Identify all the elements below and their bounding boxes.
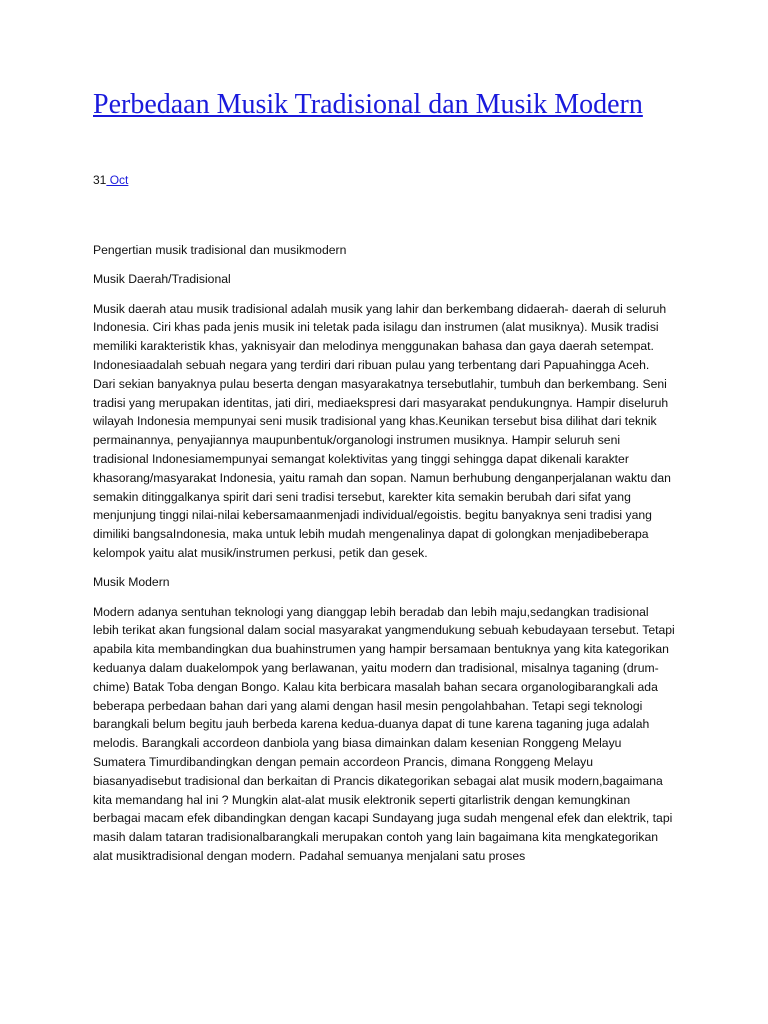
paragraph-modern: Modern adanya sentuhan teknologi yang dianggap lebih beradab dan lebih maju,sedangkan tradisional lebih terikat akan fungsional dalam social masyarakat yangmendukung sebuah kebudayaan tersebut. Tetapi apabila kita membandingkan dua buahinstrumen yang hampir bersamaan bentuknya yang kita kategorikan keduanya dalam duakelompok yang berlawanan, yaitu modern dan tradisional, misalnya taganing (drum-chime) Batak Toba dengan Bongo. Kalau kita berbicara masalah bahan secara organologibarangkali ada beberapa perbedaan bahan dari yang alami dengan hasil mesin pengolahbahan. Tetapi segi teknologi barangkali belum begitu jauh berbeda karena kedua-duanya dapat di tune karena taganing juga adalah melodis. Barangkali accordeon danbiola yang biasa dimainkan dalam kesenian Ronggeng Melayu Sumatera Timurdibandingkan dengan pemain accordeon Prancis, dimana Ronggeng Melayu biasanyadisebut tradisional dan berkaitan di Prancis dikategorikan sebagai alat musik modern,bagaimana kita memandang hal ini ? Mungkin alat-alat musik elektronik seperti gitarlistrik dengan kemungkinan berbagai macam efek dibandingkan dengan kacapi Sundayang juga sudah mengenal efek dan elektrik, tapi masih dalam tataran tradisionalbarangkali merupakan contoh yang lain bagaimana kita mengkategorikan alat musiktradisional dengan modern. Padahal semuanya menjalani satu proses [93,604,675,863]
intro-heading: Pengertian musik tradisional dan musikmodern [93,243,347,257]
section-heading-traditional: Musik Daerah/Tradisional [93,272,231,287]
paragraph-traditional: Musik daerah atau musik tradisional adalah musik yang lahir dan berkembang didaerah- daerah di seluruh Indonesia. Ciri khas pada jenis musik ini teletak pada isilagu dan instrumen (alat musiknya). Musik tradisi memiliki karakteristik khas, yaknisyair dan melodinya menggunakan bahasa dan gaya daerah setempat. Indonesiaadalah sebuah negara yang terdiri dari ribuan pulau yang terbentang dari Papuahingga Aceh. Dari sekian banyaknya pulau beserta dengan masyarakatnya tersebutlahir, tumbuh dan berkembang. Seni tradisi yang merupakan identitas, jati diri, mediaekspresi dari masyarakat pendukungnya. Hampir diseluruh wilayah Indonesia mempunyai seni musik tradisional yang khas.Keunikan tersebut bisa dilihat dari teknik permainannya, penyajiannya maupunbentuk/organologi instrumen musiknya. Hampir seluruh seni tradisional Indonesiamempunyai semangat kolektivitas yang tinggi sehingga dapat dikenali karakter khasorang/masyarakat Indonesia, yaitu ramah dan sopan. Namun berhubung denganperjalanan waktu dan semakin ditinggalkanya spirit dari seni tradisi tersebut, karekter kita semakin berubah dari sifat yang menjunjung tinggi nilai-nilai kebersamaanmenjadi individual/egoistis. begitu banyaknya seni tradisi yang dimiliki bangsaIndonesia, maka untuk lebih mudah mengenalinya dapat di golongkan menjadibeberapa kelompok yaitu alat musik/instrumen perkusi, petik dan gesek. [93,301,671,560]
date-month-link[interactable]: Oct [106,173,129,187]
date-day: 31 [93,173,107,187]
article-title-link[interactable]: Perbedaan Musik Tradisional dan Musik Modern [93,89,643,120]
section-heading-modern: Musik Modern [93,575,170,590]
article-body [93,241,675,876]
post-date [93,172,128,188]
